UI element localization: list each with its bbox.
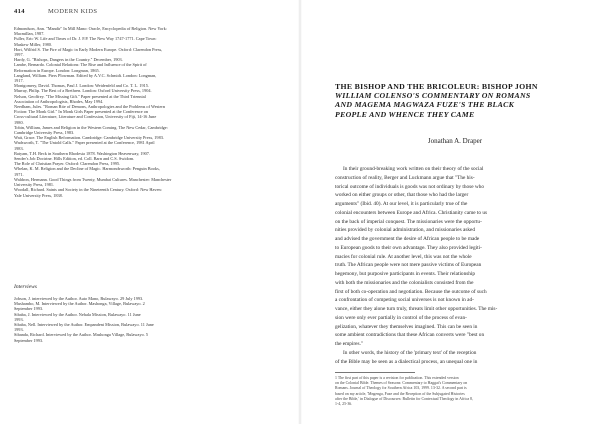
- bibliography-line: Wadsworth, T. "The Untold Calls." Paper presented at the Conference, 1981 April: [14, 140, 155, 146]
- body-line: first of both co-operation and negotiation. Because the outcome of such: [335, 288, 487, 295]
- footnote-line: 1-4, 25-36.: [335, 402, 353, 407]
- body-line: of the Bible may be seen as a dialectical process, an unequal one in: [335, 358, 478, 365]
- footnote-rule: [335, 372, 415, 373]
- body-line: sion were only ever partially in control of the process of evan-: [335, 314, 467, 321]
- interview-line: 1993.: [14, 327, 24, 333]
- bibliography-line: Fiction: The Monk Girl." In Monk Girls Paper presented at the Conference on: [14, 109, 149, 115]
- bibliography-line: Lambe, Bernardo. Colonial Relations: The Rise and Influence of the Spirit of: [14, 62, 147, 68]
- body-line: In their ground-breaking work written on their theory of the social: [343, 166, 484, 172]
- body-line: on the back of imperial conquest. The missionaries were the opportu-: [335, 218, 482, 225]
- body-line: to European goods to their own advantage. They also provided legiti-: [335, 244, 482, 251]
- bibliography-line: Edmondson, Ann. "Mandir" In Mill Mano: Oracle, Encyclopedia of Religion. New York:: [14, 26, 167, 31]
- body-line: gelization, whatever they themselves imagined. This can be seen in: [335, 323, 478, 330]
- body-line: vance, either they alone turn truly, threats limit other opportunities. The mis-: [335, 306, 498, 312]
- body-line: hegemony, but purposive participants in events. Their relationship: [335, 271, 476, 277]
- bibliography-line: Tobin, William, James and Religion in the Western Coming. The New Cedar, Cambridge:: [14, 124, 168, 130]
- bibliography-line: Fuller, Eric W. Life and Times of Dr. J. F.P. The New Way 1747-1771. Cape Town:: [14, 36, 157, 42]
- running-title: MODERN KIDS: [48, 8, 98, 15]
- bibliography-line: Association of Anthropologists, Rhodes, May 1994.: [14, 98, 104, 104]
- body-line: and advised the government the desire of African people to be made: [335, 236, 480, 242]
- body-line: worked on either groups or other, that those who had the larger: [335, 192, 469, 199]
- footnote-line: 1 The first part of this paper is a revision for publication. This extended version: [335, 376, 459, 380]
- body-line: nities provided by colonial administration, and missionaries asked: [335, 227, 476, 234]
- body-line: colonial encounters between Europe and Africa. Christianity came to us: [335, 209, 488, 216]
- bibliography-line: 1971.: [14, 171, 24, 177]
- bibliography-line: Wait, Grace. The English Reformation. Cambridge: Cambridge University Press, 1983.: [14, 135, 164, 141]
- body-line: macies for colonial rule. At another level, this was not the whole: [335, 253, 472, 260]
- bibliography-line: 1917.: [14, 78, 24, 84]
- chapter-title-line: THE BISHOP AND THE BRICOLEUR: BISHOP JOHN: [335, 82, 538, 91]
- page-number: 414: [14, 8, 25, 15]
- bibliography-line: Whelan, K. M. Religion and the Decline of Magic. Harmondsworth: Penguin Books,: [14, 166, 160, 172]
- interview-line: Jobson, J. interviewed by the Author. Auto Mano, Bulawayo. 29 July 1993.: [14, 296, 144, 301]
- bibliography-line: 1997.: [14, 52, 24, 58]
- body-line: some ambient contradictions that these African converts were "best on: [335, 332, 485, 339]
- bibliography-line: 1980.: [14, 119, 24, 125]
- bibliography-line: Montgomery, David. Thomas, Paul J. London: Weidenfeld and Co. T. L. 1915.: [14, 83, 149, 89]
- footnote-line: after the Bible,' in Dialogue of Discourses: Bulletin for Contextual Theology in Africa 8,: [335, 396, 473, 401]
- footnote-line: based on my article, 'Mngenga, Fuze and the Reception of the Subjugated Histories: [335, 391, 465, 396]
- body-line: In other words, the history of the 'primary text' of the reception: [343, 349, 477, 356]
- interview-line: September 1993.: [14, 306, 44, 312]
- body-line: arguments" (Ibid. 40). At our level, it is particularly true of the: [335, 201, 468, 207]
- body-line: truth. The African people were not mere passive victims of European: [335, 262, 482, 269]
- bibliography-line: 1983.: [14, 145, 24, 151]
- bibliography: [14, 26, 282, 198]
- interview-line: Mushambo, M. Interviewed by the Author. Mashonga, Village, Bulawayo. 2: [14, 301, 145, 307]
- body-line: with both the missionaries and the colonialists consisted from the: [335, 279, 474, 286]
- body-line: a confrontation of competing social universes is not known in ad-: [335, 297, 474, 304]
- interviews-section: [14, 284, 282, 343]
- chapter-title-line: AND MAGEMA MAGWAZA FUZE'S THE BLACK: [335, 100, 515, 110]
- bibliography-line: Hardy, G. "Bishops, Dangers in the Country." December, 1903.: [14, 57, 123, 63]
- interview-line: Sibaba, J. Interviewed by the Author. Nehala Mission, Bulawayo. 11 June: [14, 311, 141, 317]
- interview-line: 1993.: [14, 316, 24, 322]
- interview-line: Sibaba, Nell. Interviewed by the Author. Empandeni Mission, Bulawayo. 11 June: [14, 322, 154, 328]
- bibliography-line: Reformation in Europe. London: Longman, 1865.: [14, 67, 100, 73]
- bibliography-line: Waldron, Hermann. Good Things from Twenty, Mumbai Cultures. Manchester: Manchester: [14, 176, 172, 182]
- bibliography-line: Maskew Miller, 1980.: [14, 41, 53, 47]
- chapter-title: [335, 82, 575, 119]
- body-line: torical outcome of individuals is goods was not ordinary by those who: [335, 183, 485, 190]
- chapter-title-line: WILLIAM COLENSO'S COMMENTARY ON ROMANS: [335, 91, 531, 101]
- body-line: construction of reality, Berger and Luckmann argue that "The his-: [335, 174, 475, 181]
- bibliography-line: Nelson, Geoffrey. "The Missing Gift." Paper presented at the Third Triennial: [14, 93, 146, 99]
- bibliography-line: Sender's Job Doctrine. Hills Edition, ed. Coll. Barn and C.S. Swidom.: [14, 156, 135, 162]
- running-head: [14, 8, 284, 18]
- bibliography-line: Macmillan, 1987.: [14, 31, 45, 37]
- interview-line: September 1993.: [14, 337, 44, 343]
- interviews-list: [14, 296, 282, 343]
- footnote: [335, 376, 581, 407]
- author-name: Jonathan A. Draper: [427, 137, 483, 145]
- body-line: the empires.": [335, 341, 364, 347]
- bibliography-line: Cross-cultural Literature, Literature and Confession, University of Fiji, 14-16 June: [14, 114, 157, 120]
- bibliography-line: University Press, 1981.: [14, 182, 55, 188]
- bibliography-line: The Role of Christian Prayer. Oxford: Clarendon Press, 1995.: [14, 161, 121, 167]
- bibliography-line: Cambridge University Press, 1983.: [14, 130, 75, 136]
- bibliography-line: Langland, William. Piers Plowman. Edited by A.V.C. Schmidt. London: Longman,: [14, 72, 157, 78]
- bibliography-line: Batyam, T.H. Beck in Southern Rhodesia 1878. Washington Heavenway, 1907.: [14, 150, 151, 156]
- bibliography-line: Yale University Press, 1838.: [14, 192, 63, 198]
- interviews-heading: Interviews: [14, 284, 37, 290]
- footnote-line: on the Colonial Bible. Themes of Seasons: Commentary to Haggai's Commentary on: [335, 381, 468, 386]
- chapter-title-line: PEOPLE AND WHENCE THEY CAME: [335, 109, 475, 119]
- bibliography-line: Hort, Wilfrid S. The Fire of Magic in Early Modern Europe. Oxford: Clarendon Press,: [14, 46, 163, 52]
- footnote-line: Romans. Journal of Theology for Southern Africa 103, 1999. 13-32. A second part is: [335, 386, 467, 391]
- bibliography-line: Murray, Philip. The Best of a Brethren. London: Oxford University Press, 1904.: [14, 88, 152, 94]
- bibliography-line: Woodall, Richard. Saints and Society in the Nineteenth Century. Oxford: New Haven:: [14, 187, 162, 193]
- interview-line: Sibanda, Richard. Interviewed by the Author. Mashonga Village, Bulawayo. 5: [14, 332, 149, 338]
- bibliography-line: Needham, Jules. "Roman Rite of Demons, Anthropologies and the Problems of Western: [14, 104, 165, 110]
- body-text: [335, 165, 581, 366]
